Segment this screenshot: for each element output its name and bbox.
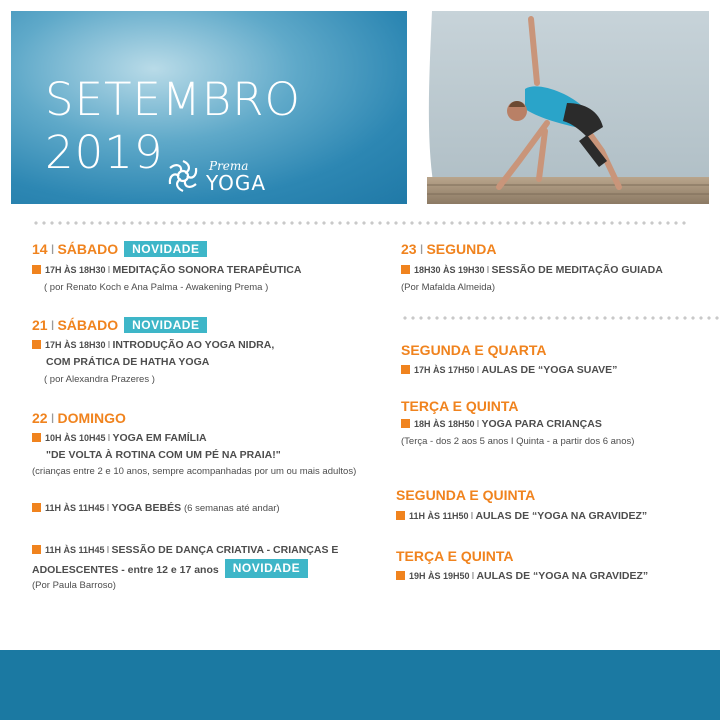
- weekly-heading: TERÇA E QUINTA: [396, 548, 514, 564]
- event-inline-note: (6 semanas até andar): [184, 503, 280, 514]
- event-time: 11H ÀS 11H45: [45, 545, 105, 555]
- separator: I: [486, 264, 490, 276]
- dotted-divider: [32, 221, 690, 225]
- weekly-heading: TERÇA E QUINTA: [401, 398, 519, 414]
- event-time: 17H ÀS 18H30: [45, 340, 106, 350]
- logo-prema-text: Prema: [209, 159, 249, 173]
- weekday: SÁBADO: [57, 241, 119, 257]
- day-heading-22: [32, 410, 126, 426]
- event-title: YOGA BEBÉS: [111, 502, 182, 514]
- orange-square-bullet-icon: [401, 265, 410, 274]
- day-heading-23: [401, 241, 496, 257]
- event-title: SESSÃO DE MEDITAÇÃO GUIADA: [491, 264, 663, 276]
- orange-square-bullet-icon: [32, 545, 41, 554]
- prema-yoga-logo-icon: [164, 157, 202, 195]
- event-time: 18H ÀS 18H50: [414, 419, 475, 429]
- date-number: 23: [401, 241, 417, 257]
- weekday: DOMINGO: [57, 410, 126, 426]
- orange-square-bullet-icon: [32, 265, 41, 274]
- weekly-heading: SEGUNDA E QUARTA: [401, 342, 547, 358]
- event-title-line2: COM PRÁTICA DE HATHA YOGA: [46, 356, 210, 368]
- event-title: YOGA PARA CRIANÇAS: [481, 418, 602, 430]
- weekday: SEGUNDA: [426, 241, 497, 257]
- separator: I: [50, 241, 55, 257]
- day-heading-14: [32, 241, 207, 257]
- separator: I: [50, 317, 55, 333]
- event-item: [32, 337, 274, 354]
- event-note: ( por Renato Koch e Ana Palma - Awakening Prema ): [44, 282, 269, 293]
- yoga-pose-photo: [407, 11, 709, 204]
- event-time: 17H ÀS 18H30: [45, 265, 106, 275]
- event-item: [401, 362, 617, 379]
- novidade-badge: NOVIDADE: [225, 559, 308, 578]
- page-title: SETEMBRO 2019: [45, 73, 301, 179]
- orange-square-bullet-icon: [32, 503, 41, 512]
- event-item: [32, 262, 301, 279]
- event-title: AULAS DE “YOGA SUAVE”: [481, 364, 618, 376]
- novidade-badge: NOVIDADE: [124, 241, 207, 257]
- event-time: 11H ÀS 11H50: [409, 511, 469, 521]
- separator: I: [107, 432, 111, 444]
- date-number: 14: [32, 241, 48, 257]
- novidade-badge: NOVIDADE: [124, 317, 207, 333]
- event-item: [32, 430, 207, 447]
- event-title-line2: "DE VOLTA À ROTINA COM UM PÉ NA PRAIA!": [46, 449, 281, 461]
- event-note: (Por Paula Barroso): [32, 580, 116, 591]
- event-note: (crianças entre 2 e 10 anos, sempre acompanhadas por um ou mais adultos): [32, 466, 357, 477]
- logo-yoga-text: YOGA: [206, 171, 267, 195]
- event-time: 11H ÀS 11H45: [45, 503, 105, 513]
- event-item: [401, 416, 602, 433]
- orange-square-bullet-icon: [401, 419, 410, 428]
- event-title: MEDITAÇÃO SONORA TERAPÊUTICA: [112, 264, 302, 276]
- separator: I: [107, 264, 111, 276]
- separator: I: [107, 339, 111, 351]
- orange-square-bullet-icon: [401, 365, 410, 374]
- event-time: 18H30 ÀS 19H30: [414, 265, 485, 275]
- event-title: SESSÃO DE DANÇA CRIATIVA - CRIANÇAS E: [111, 544, 339, 556]
- date-number: 21: [32, 317, 48, 333]
- event-title: INTRODUÇÃO AO YOGA NIDRA,: [112, 339, 275, 351]
- separator: I: [476, 364, 480, 376]
- prema-yoga-logo: [164, 157, 274, 197]
- event-title-continued: ADOLESCENTES - entre 12 e 17 anos: [32, 564, 219, 576]
- event-item: [32, 500, 280, 517]
- separator: I: [476, 418, 480, 430]
- orange-square-bullet-icon: [396, 511, 405, 520]
- separator: I: [106, 544, 110, 556]
- weekday: SÁBADO: [57, 317, 119, 333]
- event-title: YOGA EM FAMÍLIA: [112, 432, 207, 444]
- separator: I: [106, 502, 110, 514]
- event-item: [401, 262, 663, 279]
- orange-square-bullet-icon: [32, 340, 41, 349]
- event-item: [396, 508, 647, 525]
- title-banner: [11, 11, 419, 204]
- footer-bar: [0, 650, 720, 720]
- event-note: ( por Alexandra Prazeres ): [44, 374, 155, 385]
- orange-square-bullet-icon: [396, 571, 405, 580]
- event-time: 17H ÀS 17H50: [414, 365, 475, 375]
- weekly-heading: SEGUNDA E QUINTA: [396, 487, 536, 503]
- day-heading-21: [32, 317, 207, 333]
- event-item: [32, 542, 338, 559]
- dotted-divider: [401, 316, 719, 320]
- separator: I: [470, 510, 474, 522]
- event-title-line2: [32, 559, 308, 579]
- separator: I: [471, 570, 475, 582]
- event-note: (Por Mafalda Almeida): [401, 282, 495, 293]
- date-number: 22: [32, 410, 48, 426]
- separator: I: [419, 241, 424, 257]
- header: [11, 11, 709, 204]
- event-title: AULAS DE “YOGA NA GRAVIDEZ”: [476, 570, 649, 582]
- separator: I: [50, 410, 55, 426]
- event-note: (Terça - dos 2 aos 5 anos I Quinta - a partir dos 6 anos): [401, 436, 635, 447]
- event-item: [396, 568, 648, 585]
- event-time: 10H ÀS 10H45: [45, 433, 106, 443]
- event-title: AULAS DE “YOGA NA GRAVIDEZ”: [475, 510, 648, 522]
- event-time: 19H ÀS 19H50: [409, 571, 470, 581]
- orange-square-bullet-icon: [32, 433, 41, 442]
